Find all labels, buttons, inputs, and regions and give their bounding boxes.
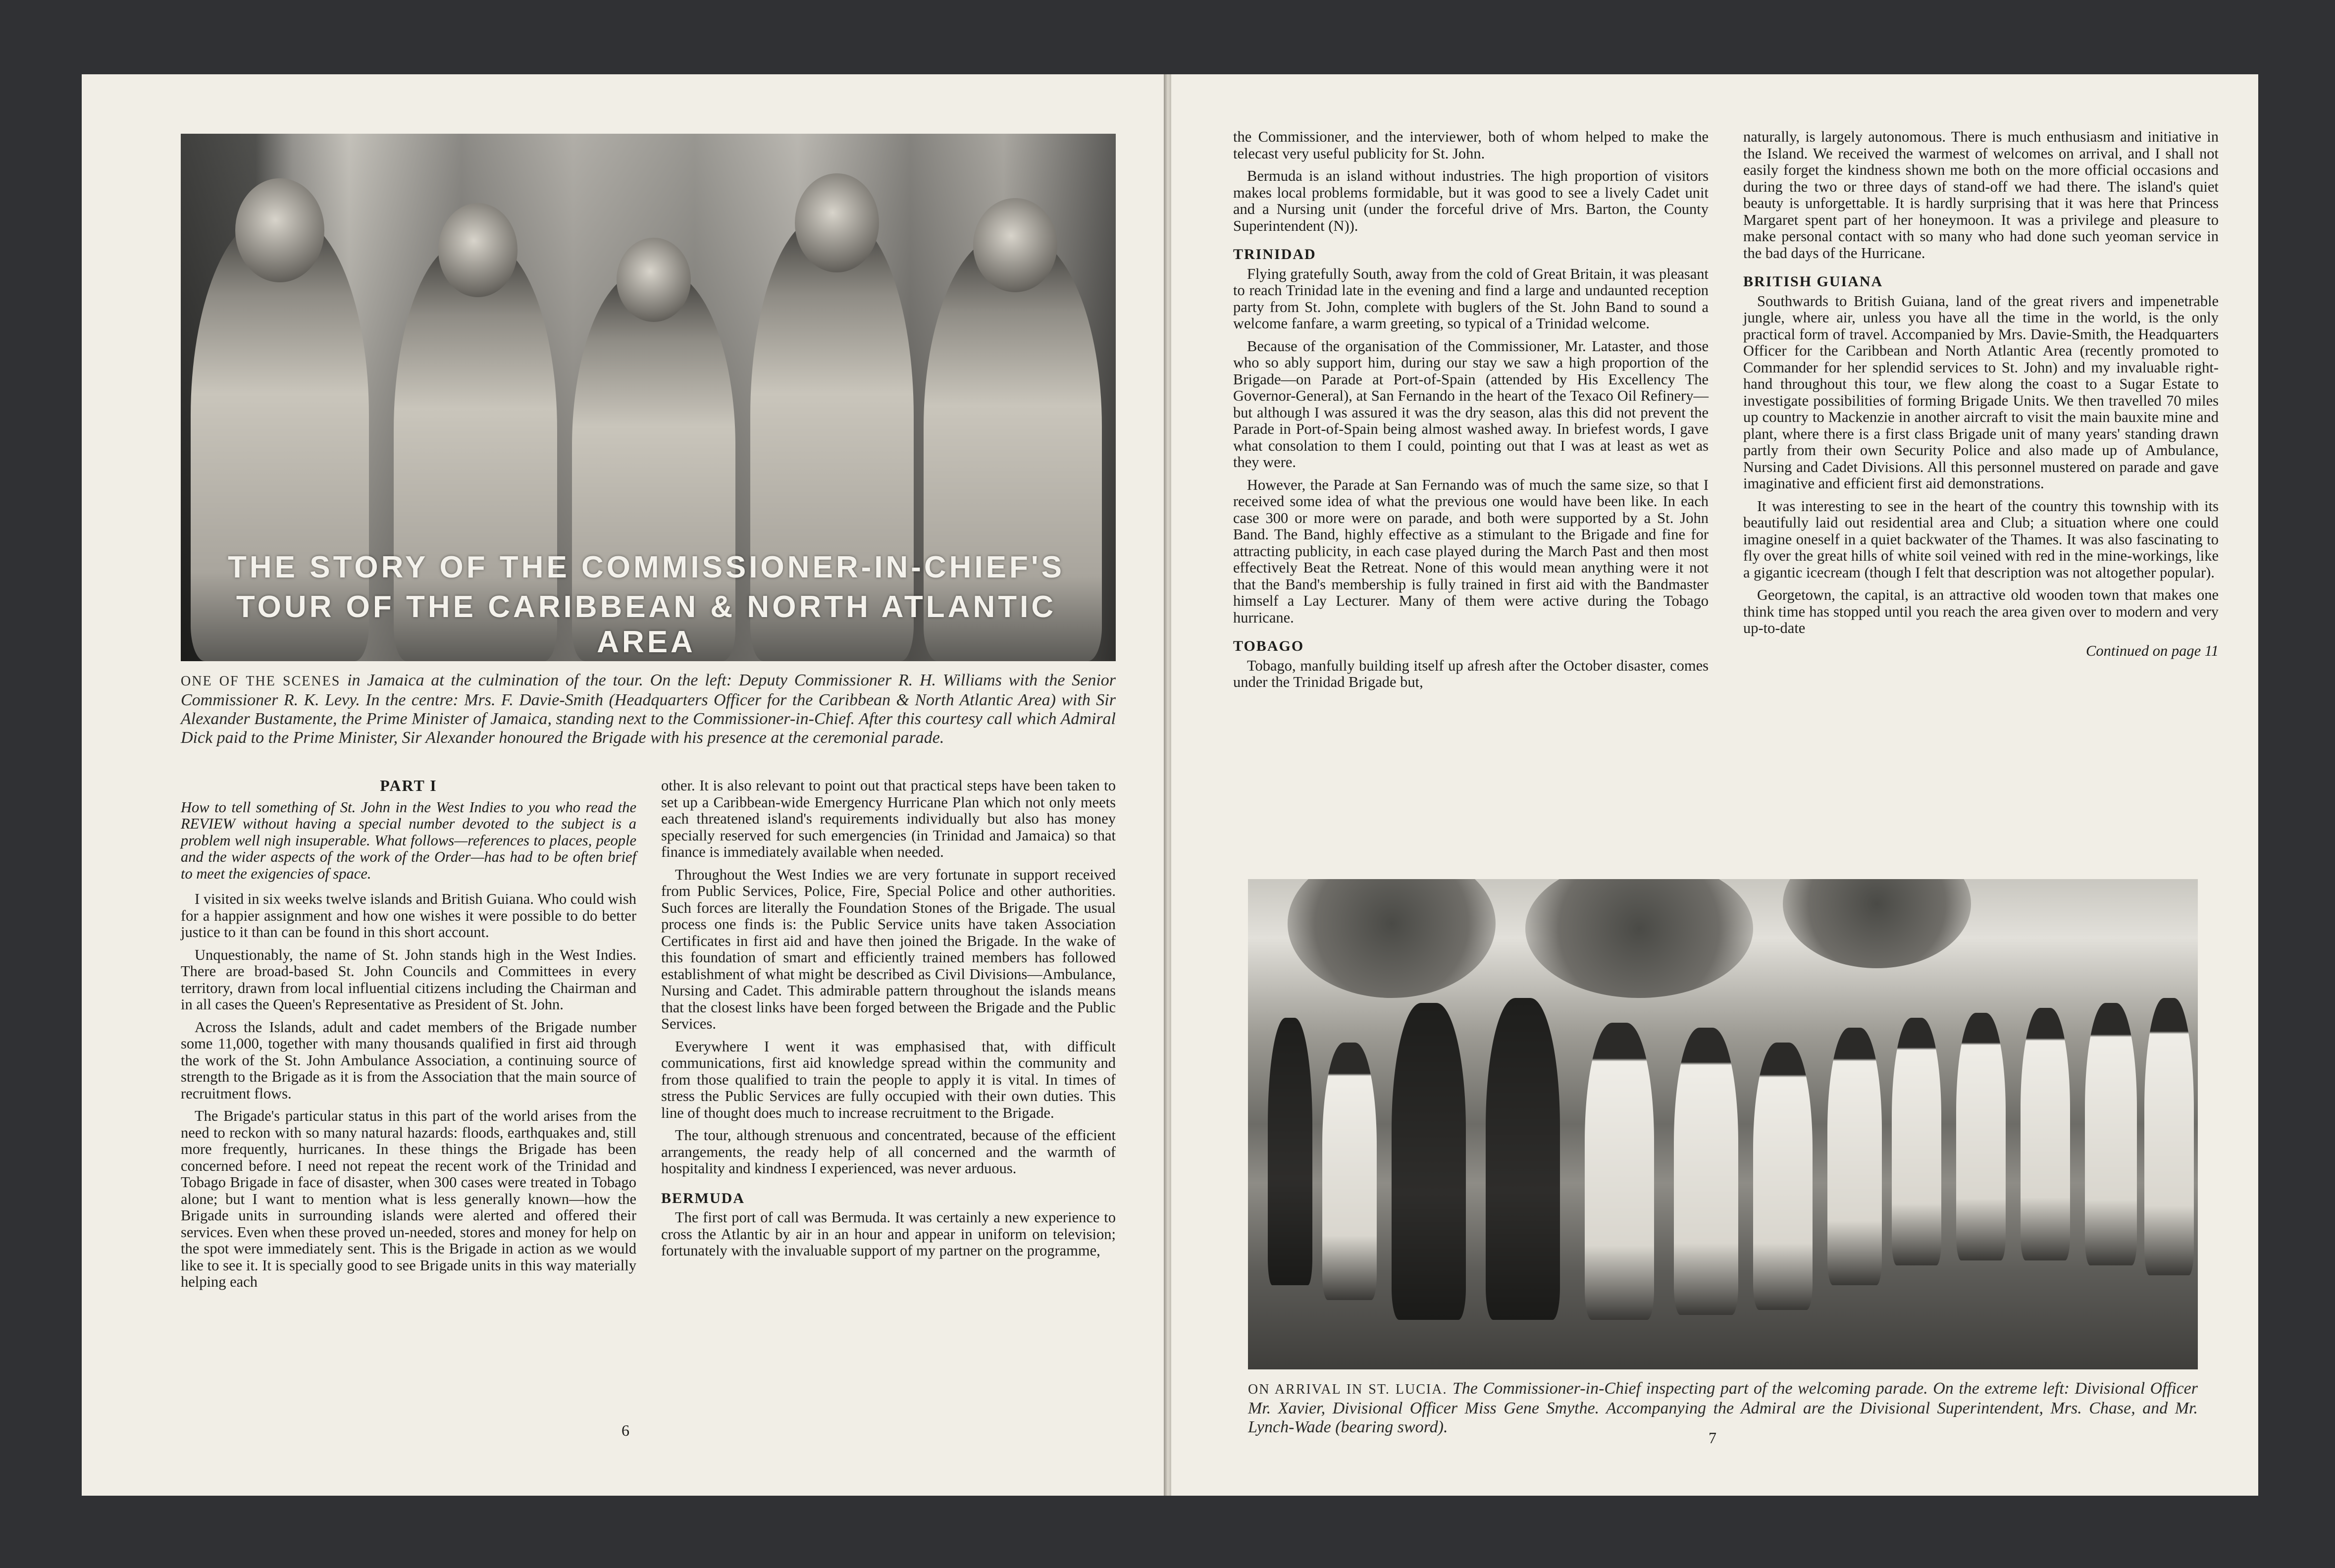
body-paragraph: naturally, is largely autonomous. There is much enthusiasm and initiative in the Island. We received the warmest of welcomes on arrival, and I shall not easily forget the kindness shown me both on the more official occasions and during the two or three days of stand-off we had there. The island's quiet beauty is unforgettable. It is hardly surprising that it was here that Princess Margaret spent part of her honeymoon. It was a privilege and pleasure to make personal contact with so many who had done such yeoman service in the bad days of the Hurricane. (1743, 128, 2219, 261)
body-paragraph: other. It is also relevant to point out that practical steps have been taken to set up a Caribbean-wide Emergency Hurricane Plan which not only meets each threatened island's requirements individually but also has money specially reserved for such emergencies (in Trinidad and Jamaica) so that finance is immediately available when needed. (661, 777, 1116, 860)
body-paragraph: However, the Parade at San Fernando was of much the same size, so that I received some idea of what the previous one would have been like. In each case 300 or more were on parade, and both were supported by a St. John Band. The Band, highly effective as a stimulant to the Brigade and fine for attracting publicity, in each case played during the March Past and then most effectively Beat the Retreat. None of this would mean anything were it not that the Band's membership is fully trained in first aid with the Bandmaster himself a Lay Lecturer. Many of them were active during the Tobago hurricane. (1233, 476, 1709, 626)
photo-figure (1585, 1023, 1654, 1320)
body-paragraph: Bermuda is an island without industries. The high proportion of visitors makes local problems formidable, but it was good to see a lively Cadet unit and a Nursing unit (under the forceful drive of Mrs. Barton, the County Superintendent (N)). (1233, 167, 1709, 234)
intro-paragraph: How to tell something of St. John in the West Indies to you who read the REVIEW without having a special number devoted to the subject is a problem well nigh insuperable. What follows—references to places, people and the wider aspects of the work of the Order—has had to be often brief to meet the exigencies of space. (181, 798, 636, 882)
st-lucia-photo-caption (1248, 1379, 2198, 1437)
jamaica-photo-caption (181, 671, 1116, 747)
body-paragraph: The Brigade's particular status in this part of the world arises from the need to reckon with so many natural hazards: floods, earthquakes and, still more frequently, hurricanes. In these things the Brigade has been concerned before. I need not repeat the recent work of the Trinidad and Tobago Brigade in face of disaster, when 300 cases were treated in Tobago alone; but I want to mention what is less generally known—how the Brigade units in surrounding islands were alerted and offered their services. Even when these proved un-needed, stores and money for help on the spot were immediately sent. This is the Brigade in action as we would like to see it. It is specially good to see Brigade units in this way materially helping each (181, 1107, 636, 1290)
body-paragraph: Throughout the West Indies we are very fortunate in support received from Public Services, Police, Fire, Special Police and other authorities. Such forces are literally the Foundation Stones of the Brigade. The usual process one finds is: the Public Service units have taken Association Certificates in first aid and have then joined the Brigade. In the wake of this foundation of smart and efficiently trained members has followed establishment of what might be described as Civil Divisions—Ambulance, Nursing and Cadet. This admirable pattern throughout the islands means that the closest links have been forged between the Brigade and the Public Services. (661, 866, 1116, 1032)
photo-figure (973, 198, 1057, 292)
right-column-1 (1233, 129, 1709, 697)
photo-tree (1525, 879, 1753, 998)
section-heading-tobago: TOBAGO (1233, 638, 1304, 654)
body-paragraph: Southwards to British Guiana, land of the great rivers and impenetrable jungle, where air, unless you have all the time in the world, is the only practical form of travel. Accompanied by Mrs. Davie-Smith, the Headquarters Officer for the Caribbean and North Atlantic Area (recently promoted to Commander for her splendid services to St. John) and my invaluable right-hand throughout this tour, we flew along the coast to a Sugar Estate to investigate possibilities of forming Brigade Units. We then travelled 70 miles up country to Mackenzie in another aircraft to visit the main bauxite mine and plant, where there is a first class Brigade unit of many years' standing drawn partly from their own Security Police and also made up of Ambulance, Nursing and Cadet Divisions. All this personnel mustered on parade and gave imaginative and efficient first aid demonstrations. (1743, 292, 2219, 492)
photo-figure (1956, 1013, 2006, 1260)
photo-figure (1892, 1018, 1941, 1265)
photo-figure (795, 173, 879, 272)
photo-figure (1322, 1043, 1377, 1300)
body-paragraph: Because of the organisation of the Commissioner, Mr. Lataster, and those who so ably support him, during our stay we saw a high proportion of the Brigade—on Parade at Port-of-Spain (attended by His Excellency The Governor-General), at San Fernando in the heart of the Texaco Oil Refinery—but although I was assured it was the dry season, alas this did not prevent the Parade in Port-of-Spain being almost washed away. In briefest words, I gave what consolation to them I could, pointing out that I was at least as wet as they were. (1233, 337, 1709, 470)
photo-figure (1753, 1043, 1813, 1310)
caption-text: in Jamaica at the culmination of the tour. On the left: Deputy Commissioner R. H. Williams with the Senior Commissioner R. K. Levy. In the centre: Mrs. F. Davie-Smith (Headquarters Officer for the Caribbean & North Atlantic Area) with Sir Alexander Bustamente, the Prime Minister of Jamaica, standing next to the Commissioner-in-Chief. After this courtesy call which Admiral Dick paid to the Prime Minister, Sir Alexander honoured the Brigade with his presence at the ceremonial parade. (181, 671, 1116, 747)
part-heading: PART I (380, 777, 437, 794)
photo-figure (2085, 1003, 2137, 1265)
article-title-line-1: THE STORY OF THE COMMISSIONER-IN-CHIEF'S (227, 550, 1065, 584)
body-paragraph: The first port of call was Bermuda. It was certainly a new experience to cross the Atlantic by air in an hour and appear in uniform on television; fortunately with the invaluable support of my partner on the programme, (661, 1209, 1116, 1259)
photo-figure (1486, 998, 1560, 1320)
page-number: 6 (622, 1421, 629, 1439)
photo-tree (1288, 879, 1496, 998)
right-page (1171, 74, 2258, 1496)
photo-figure (2144, 998, 2194, 1275)
left-column-2 (661, 778, 1116, 1265)
body-paragraph: I visited in six weeks twelve islands and British Guiana. Who could wish for a happier assignment and how one wishes it were possible to do better justice to it than can be found in this short account. (181, 890, 636, 941)
body-paragraph: Unquestionably, the name of St. John stands high in the West Indies. There are broad-based St. John Councils and Committees in every territory, drawn from local influential citizens including the Chairman and in all cases the Queen's Representative as President of St. John. (181, 946, 636, 1013)
photo-figure (1268, 1018, 1312, 1285)
photo-figure (1392, 1003, 1466, 1320)
continued-note: Continued on page 11 (2086, 642, 2219, 659)
body-paragraph: It was interesting to see in the heart of the country this township with its beautifully laid out residential area and Club; a situation where one could imagine oneself in a quiet backwater of the Thames. It was also fascinating to fly over the great hills of white soil veined with red in the mine-workings, like a gigantic icecream (though I felt that description was not altogether popular). (1743, 497, 2219, 581)
article-title-line-2: TOUR OF THE CARIBBEAN & NORTH ATLANTIC AREA (236, 590, 1057, 659)
right-column-2 (1743, 129, 2219, 665)
photo-figure (1674, 1028, 1738, 1315)
body-paragraph: Flying gratefully South, away from the cold of Great Britain, it was pleasant to reach Trinidad late in the evening and find a large and undaunted reception party from St. John, complete with buglers of the St. John Band to sound a welcome fanfare, a warm greeting, so typical of a Trinidad welcome. (1233, 265, 1709, 332)
body-paragraph: the Commissioner, and the interviewer, both of whom helped to make the telecast very useful publicity for St. John. (1233, 128, 1709, 162)
caption-lead: ONE OF THE SCENES (181, 674, 341, 689)
photo-figure (235, 178, 324, 282)
body-paragraph: Everywhere I went it was emphasised that, with difficult communications, first aid knowledge spread within the community and from those qualified to train the people to apply it is vital. In times of stress the Public Services are fully occupied with their own duties. This line of thought does much to increase recruitment to the Brigade. (661, 1038, 1116, 1121)
body-paragraph: Georgetown, the capital, is an attractive old wooden town that makes one think time has stopped until you reach the area given over to modern and very up-to-date (1743, 586, 2219, 636)
photo-figure (617, 238, 691, 322)
st-lucia-parade-photo (1248, 879, 2198, 1369)
left-column-1 (181, 778, 636, 1297)
section-heading-bermuda: BERMUDA (661, 1190, 745, 1206)
caption-text: The Commissioner-in-Chief inspecting part of the welcoming parade. On the extreme left: Divisional Officer Mr. Xavier, Divisional Officer Miss Gene Smythe. Accompanying the Admiral are the Divisional Superintendent, Mrs. Chase, and Mr. Lynch-Wade (bearing sword). (1248, 1379, 2198, 1436)
left-page (82, 74, 1166, 1496)
caption-lead: ON ARRIVAL IN ST. LUCIA. (1248, 1382, 1448, 1397)
photo-tree (1783, 879, 1971, 968)
section-heading-trinidad: TRINIDAD (1233, 246, 1316, 262)
body-paragraph: The tour, although strenuous and concentrated, because of the efficient arrangements, the ready help of all concerned and the warmth of hospitality and kindness I experienced, was never arduous. (661, 1127, 1116, 1177)
jamaica-group-photo (181, 134, 1116, 661)
page-number: 7 (1709, 1429, 1716, 1447)
photo-figure (1827, 1028, 1882, 1285)
section-heading-british-guiana: BRITISH GUIANA (1743, 273, 1883, 290)
body-paragraph: Tobago, manfully building itself up afresh after the October disaster, comes under the Trinidad Brigade but, (1233, 657, 1709, 690)
photo-figure (438, 203, 518, 297)
photo-figure (2021, 1008, 2070, 1260)
body-paragraph: Across the Islands, adult and cadet members of the Brigade number some 11,000, together with many thousands qualified in first aid through the work of the St. John Ambulance Association, a continuing source of strength to the Brigade as it is from the Association that the main source of recruitment flows. (181, 1018, 636, 1102)
